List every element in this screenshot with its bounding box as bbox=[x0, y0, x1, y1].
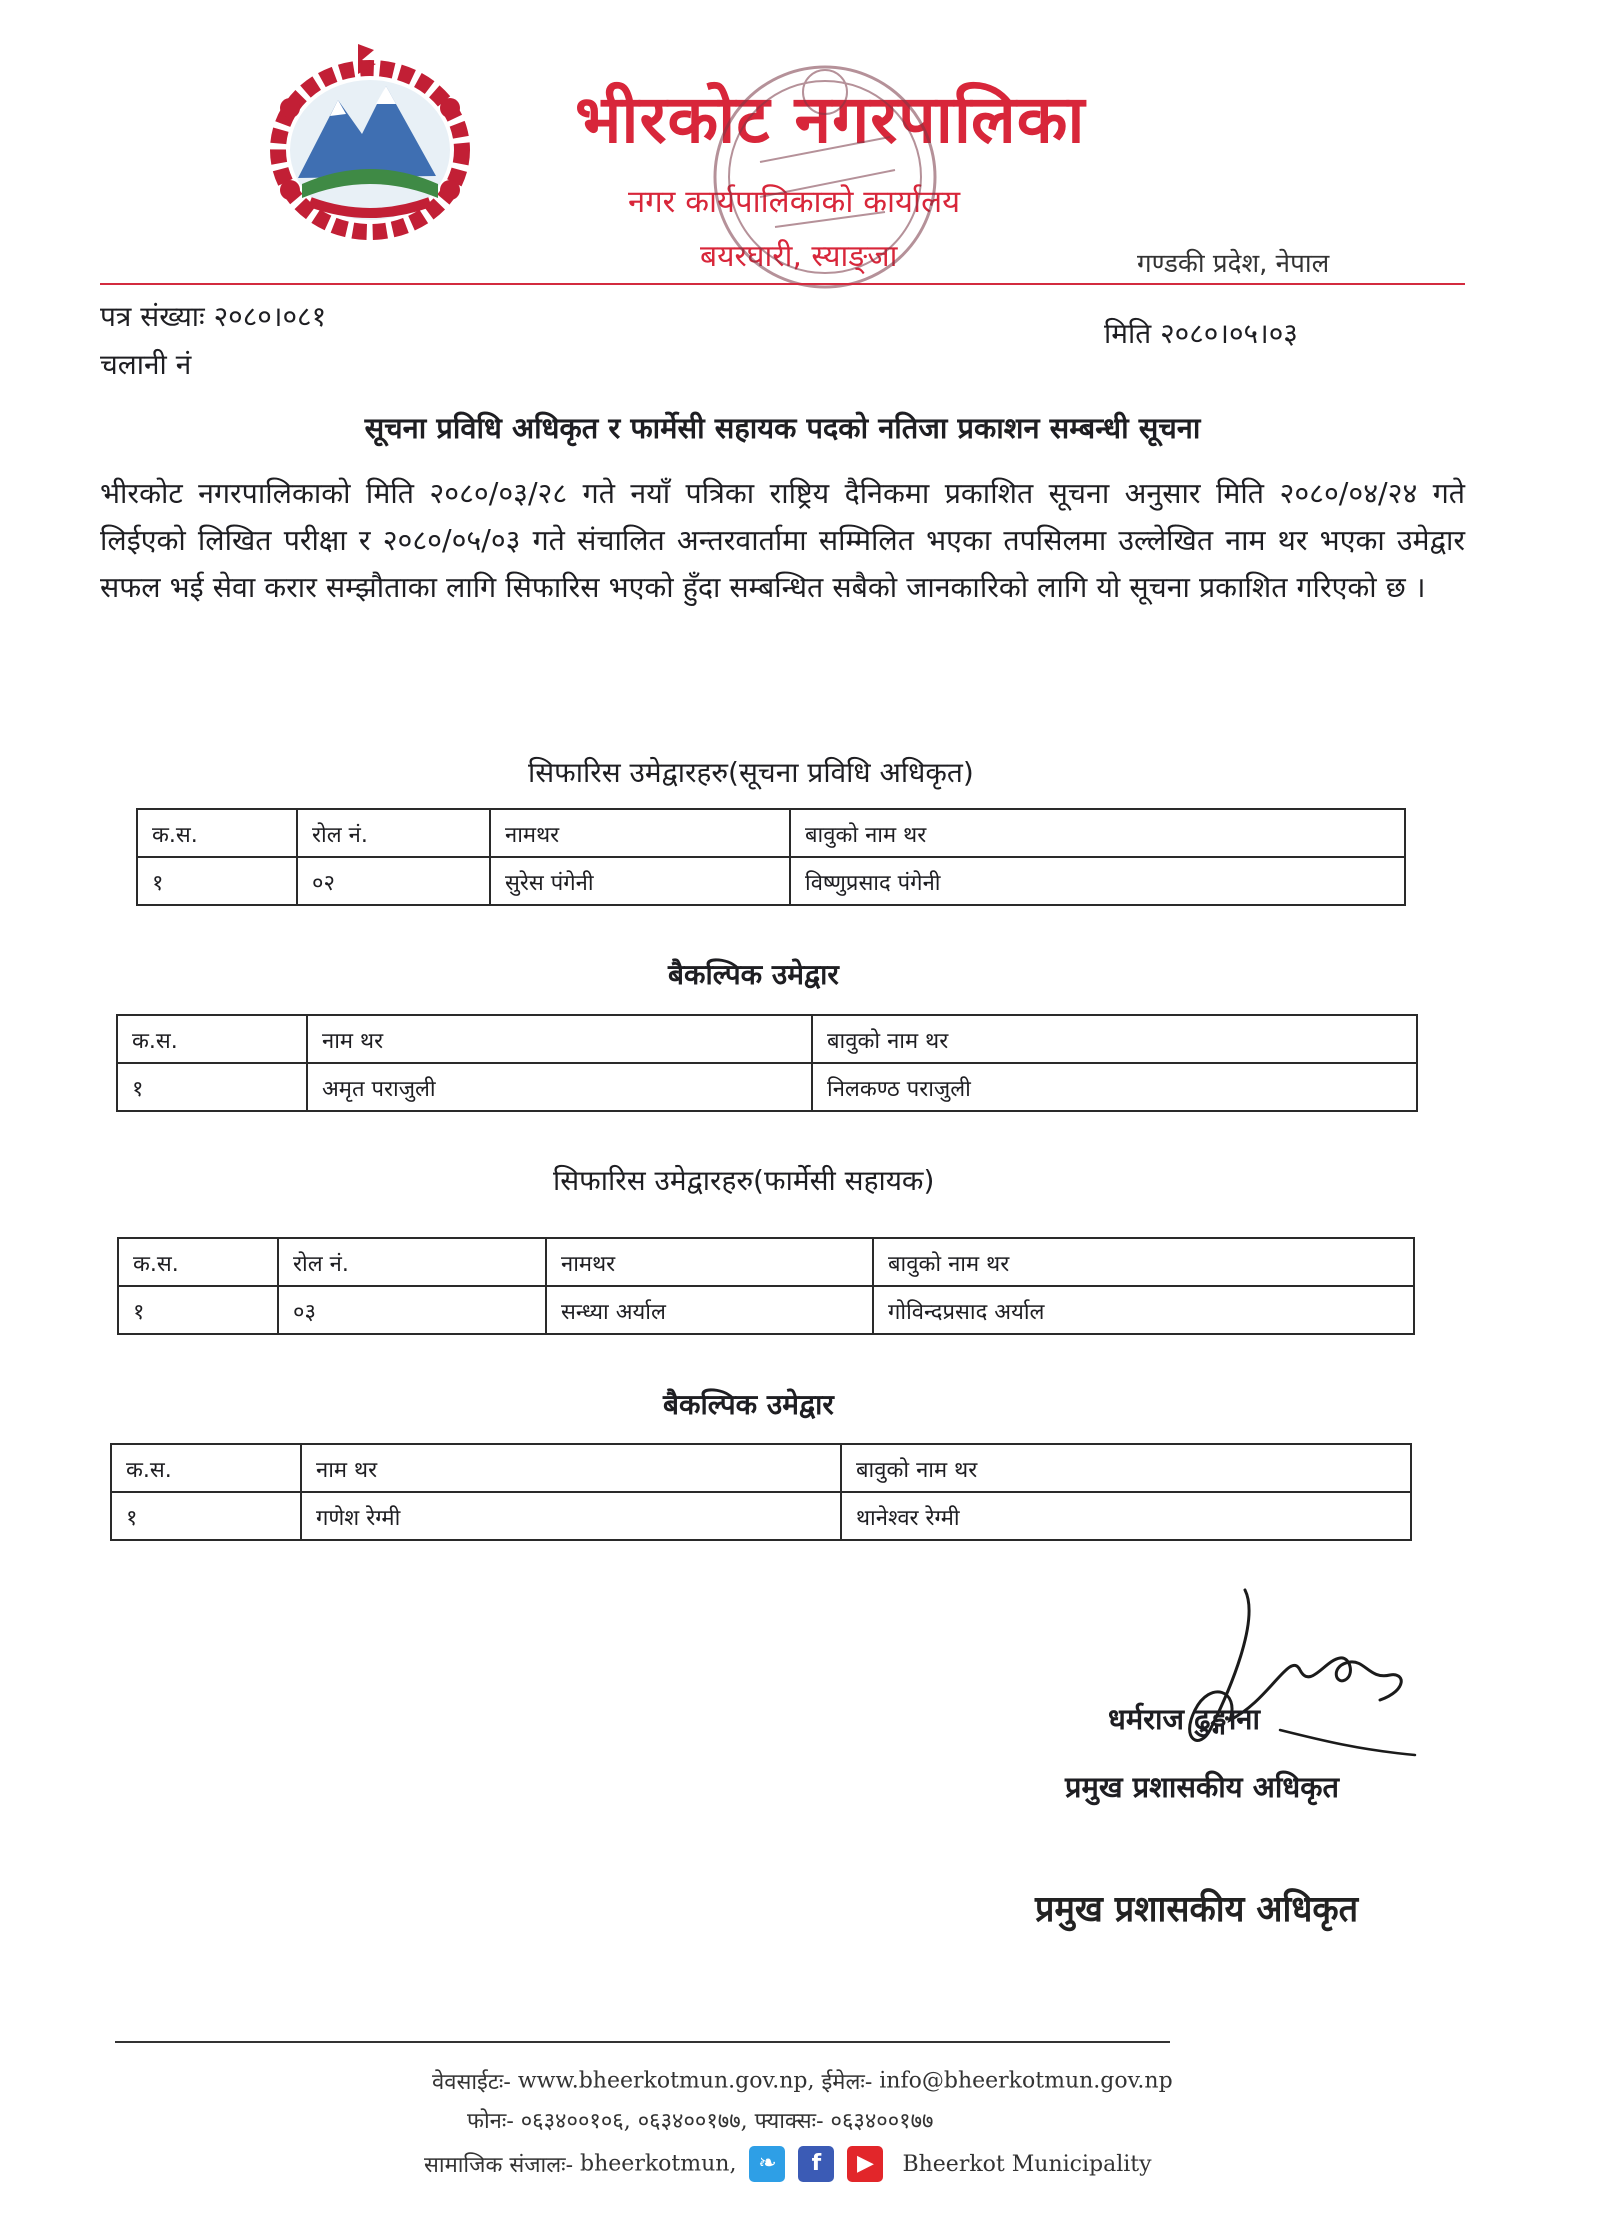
letterhead-divider bbox=[100, 283, 1465, 285]
table-cell: गोविन्दप्रसाद अर्याल bbox=[873, 1286, 1414, 1334]
office-seal-stamp bbox=[700, 52, 950, 302]
dispatch-number: चलानी नं bbox=[100, 348, 192, 381]
footer-social-line bbox=[424, 2146, 1152, 2182]
results-table-pharmacy-assistant bbox=[117, 1237, 1415, 1335]
table-header-row bbox=[117, 1015, 1417, 1063]
social-handle: bheerkotmun, bbox=[580, 2151, 737, 2177]
facebook-icon[interactable]: f bbox=[798, 2146, 834, 2182]
table-cell: १ bbox=[111, 1492, 301, 1540]
table-cell: गणेश रेग्मी bbox=[301, 1492, 841, 1540]
column-header: नामथर bbox=[490, 809, 790, 857]
email-link[interactable]: info@bheerkotmun.gov.np bbox=[879, 2068, 1173, 2094]
column-header: बावुको नाम थर bbox=[841, 1444, 1411, 1492]
column-header: नामथर bbox=[546, 1238, 873, 1286]
column-header: रोल नं. bbox=[297, 809, 490, 857]
office-subtitle: नगर कार्यपालिकाको कार्यालय bbox=[628, 184, 961, 220]
column-header: क.स. bbox=[117, 1015, 307, 1063]
table-cell: १ bbox=[117, 1063, 307, 1111]
column-header: नाम थर bbox=[301, 1444, 841, 1492]
nepal-emblem-icon bbox=[250, 38, 490, 248]
footer-phone-line: फोनः- ०६३४००१०६, ०६३४००१७७, फ्याक्सः- ०६३४००१७७ bbox=[467, 2109, 934, 2134]
email-label: ईमेलः- bbox=[821, 2070, 873, 2095]
table-cell: ०३ bbox=[278, 1286, 546, 1334]
alternate-table-pharmacy-assistant bbox=[110, 1443, 1412, 1541]
social-label: सामाजिक संजालः- bbox=[424, 2153, 574, 2178]
twitter-icon[interactable]: ❧ bbox=[749, 2146, 785, 2182]
table-row bbox=[111, 1492, 1411, 1540]
section-heading-alternate-pharmacy: बैकल्पिक उमेद्वार bbox=[663, 1388, 834, 1421]
column-header: क.स. bbox=[137, 809, 297, 857]
signatory-title-stamp: प्रमुख प्रशासकीय अधिकृत bbox=[1035, 1889, 1359, 1930]
column-header: बावुको नाम थर bbox=[812, 1015, 1417, 1063]
office-province: गण्डकी प्रदेश, नेपाल bbox=[1137, 249, 1330, 279]
table-row bbox=[137, 857, 1405, 905]
column-header: नाम थर bbox=[307, 1015, 812, 1063]
signatory-name: धर्मराज ढुङ्गाना bbox=[1108, 1702, 1260, 1736]
table-header-row bbox=[137, 809, 1405, 857]
facebook-page-name: Bheerkot Municipality bbox=[902, 2151, 1152, 2177]
column-header: बावुको नाम थर bbox=[873, 1238, 1414, 1286]
signatory-title: प्रमुख प्रशासकीय अधिकृत bbox=[1065, 1770, 1340, 1804]
table-cell: निलकण्ठ पराजुली bbox=[812, 1063, 1417, 1111]
section-heading-alternate-it: बैकल्पिक उमेद्वार bbox=[668, 958, 839, 991]
alternate-table-it-officer bbox=[116, 1014, 1418, 1112]
results-table-it-officer bbox=[136, 808, 1406, 906]
letter-date: मिति २०८०।०५।०३ bbox=[1104, 317, 1298, 350]
youtube-icon[interactable]: ▶ bbox=[847, 2146, 883, 2182]
table-cell: अमृत पराजुली bbox=[307, 1063, 812, 1111]
website-link[interactable]: www.bheerkotmun.gov.np, bbox=[517, 2068, 815, 2094]
office-address: बयरघारी, स्याङ्जा bbox=[700, 239, 898, 274]
column-header: क.स. bbox=[118, 1238, 278, 1286]
office-title: भीरकोट नगरपालिका bbox=[575, 81, 1086, 158]
footer-contact-line bbox=[432, 2066, 1173, 2096]
table-cell: विष्णुप्रसाद पंगेनी bbox=[790, 857, 1405, 905]
column-header: रोल नं. bbox=[278, 1238, 546, 1286]
website-label: वेवसाईटः- bbox=[432, 2070, 511, 2095]
notice-body: भीरकोट नगरपालिकाको मिति २०८०/०३/२८ गते नयाँ पत्रिका राष्ट्रिय दैनिकमा प्रकाशित सूचना अनुसार मिति २०८०/०४/२४ गते लिईएको लिखित परीक्षा र २०८०/०५/०३ गते संचालित अन्तरवार्तामा सम्मिलित भएका तपसिलमा उल्लेखित नाम थर भएका उमेद्वार सफल भई सेवा करार सम्झौताका लागि सिफारिस भएको हुँदा सम्बन्धित सबैको जानकारिको लागि यो सूचना प्रकाशित गरिएको छ । bbox=[100, 477, 1465, 604]
table-cell: ०२ bbox=[297, 857, 490, 905]
column-header: क.स. bbox=[111, 1444, 301, 1492]
footer-divider bbox=[115, 2041, 1170, 2043]
table-row bbox=[118, 1286, 1414, 1334]
column-header: बावुको नाम थर bbox=[790, 809, 1405, 857]
section-heading-it-officer: सिफारिस उमेद्वारहरु(सूचना प्रविधि अधिकृत) bbox=[528, 756, 974, 789]
table-cell: १ bbox=[118, 1286, 278, 1334]
letter-number: पत्र संख्याः २०८०।०८१ bbox=[100, 300, 327, 333]
section-heading-pharmacy-assistant: सिफारिस उमेद्वारहरु(फार्मेसी सहायक) bbox=[553, 1164, 935, 1197]
notice-subject: सूचना प्रविधि अधिकृत र फार्मेसी सहायक पदको नतिजा प्रकाशन सम्बन्धी सूचना bbox=[364, 411, 1201, 445]
table-cell: सन्ध्या अर्याल bbox=[546, 1286, 873, 1334]
table-cell: सुरेस पंगेनी bbox=[490, 857, 790, 905]
table-header-row bbox=[118, 1238, 1414, 1286]
table-row bbox=[117, 1063, 1417, 1111]
table-header-row bbox=[111, 1444, 1411, 1492]
table-cell: थानेश्वर रेग्मी bbox=[841, 1492, 1411, 1540]
table-cell: १ bbox=[137, 857, 297, 905]
